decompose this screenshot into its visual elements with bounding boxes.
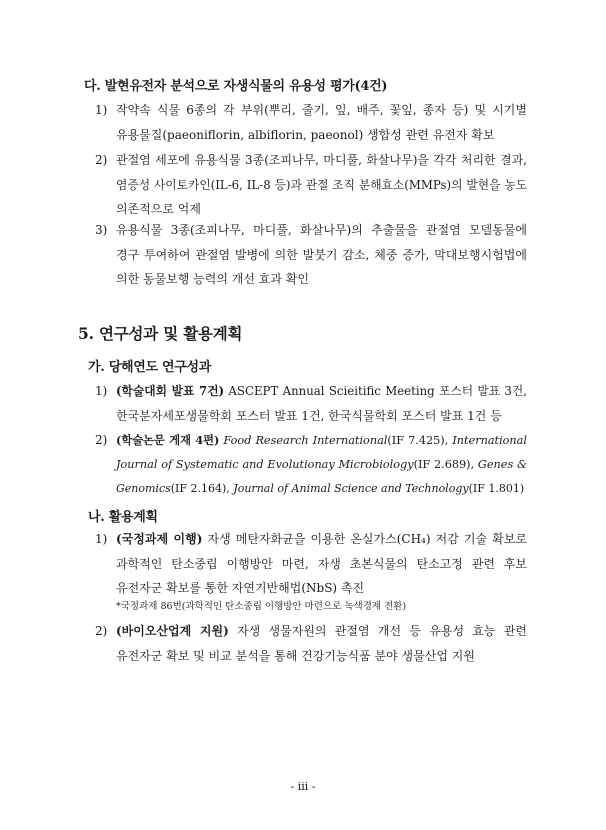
item-text-line: 유용식물 3종(조피나무, 마디풀, 화살나무)의 추출물을 관절염 모델동물에 [116,223,527,237]
section-5-heading: 5. 연구성과 및 활용계획 [78,324,243,343]
utilization-plan-item-2 [95,619,527,668]
subsection-a-heading: 가. 당해연도 연구성과 [88,360,211,375]
item-text-line: 과학적인 탄소중립 이행방안 마련, 자생 초본식물의 탄소고정 관련 후보 [116,556,527,571]
subsection-b-heading: 나. 활용계획 [88,510,158,525]
impact-factor: (IF 2.689), [413,457,478,471]
paper-count-label: (학술논문 게재 4편) [116,433,220,447]
item-text-line [116,619,527,644]
item-number: 1) [95,532,108,546]
page-number: - iii - [290,780,316,793]
impact-factor: (IF 2.164), [170,482,234,496]
research-result-item-2 [95,428,527,502]
item-text: 자생 생물자원의 관절염 개선 등 유용성 효능 관련 [228,624,527,638]
item-text-line [116,379,527,404]
item-text-line: 유용물질(paeoniflorin, albiflorin, paeonol) 생합성 관련 유전자 확보 [116,127,495,142]
item-text: 자생 메탄자화균을 이용한 온실가스(CH₄) 저감 기술 확보로 [202,532,527,546]
item-text-line: 의한 동물보행 능력의 개선 효과 확인 [116,272,309,287]
item-text-line: 염증성 사이토카인(IL-6, IL-8 등)과 관절 조직 분해효소(MMPs)의 발현을 농도 [116,177,527,192]
impact-factor: (IF 1.801) [468,482,525,496]
item-text-line: 유전자군 확보 및 비교 분석을 통해 건강기능식품 분야 생물산업 지원 [116,648,475,663]
footnote: *국정과제 86번(과학적인 탄소중립 이행방안 마련으로 녹색경제 전환) [116,601,407,612]
journal-title: Journal of Systematic and Evolutionay Microbiology [116,457,414,471]
section-c-item-3 [95,218,527,292]
conference-count-label: (학술대회 발표 7건) [116,384,225,398]
bio-industry-label: (바이오산업계 지원) [116,624,229,638]
item-text-line: 작약속 식물 6종의 각 부위(뿌리, 줄기, 잎, 배주, 꽃잎, 종자 등) 및 시기별 [116,103,527,117]
journal-title: Food Research International [223,434,388,447]
section-c-item-1 [95,98,527,147]
journal-title: Journal of Animal Science and Technology [233,482,469,496]
section-c-item-2 [95,148,527,222]
utilization-plan-item-1 [95,527,527,601]
item-number: 2) [95,624,108,638]
item-text-line: 유전자군 확보를 통한 자연기반해법(NbS) 촉진 [116,581,365,596]
item-text-line: 의존적으로 억제 [116,202,201,217]
item-text-line [116,477,527,502]
item-text: ASCEPT Annual Scieitific Meeting 포스터 발표 3건, [224,384,527,398]
journal-title: Genes & [477,457,527,471]
item-number: 1) [95,384,108,398]
item-text-line [116,453,527,478]
item-text-line: 경구 투여하여 관절염 발병에 의한 발붓기 감소, 체중 증가, 막대보행시험법에 [116,247,527,262]
journal-title: Genomics [116,482,171,496]
item-text-line: 한국분자세포생물학회 포스터 발표 1건, 한국식물학회 포스터 발표 1건 등 [116,408,502,423]
research-result-item-1 [95,379,527,428]
item-number: 2) [95,433,108,447]
item-number: 1) [95,103,108,117]
impact-factor: (IF 7.425), [387,434,453,447]
item-text-line: 관절염 세포에 유용식물 3종(조피나무, 마디풀, 화살나무)을 각각 처리한 결과, [116,153,527,167]
national-task-label: (국정과제 이행) [116,532,203,546]
item-number: 2) [95,153,108,167]
section-c-heading: 다. 발현유전자 분석으로 자생식물의 유용성 평가(4건) [84,79,388,94]
journal-title: International [452,434,527,447]
item-number: 3) [95,223,108,237]
item-text-line [116,527,527,552]
item-text-line [116,428,527,453]
